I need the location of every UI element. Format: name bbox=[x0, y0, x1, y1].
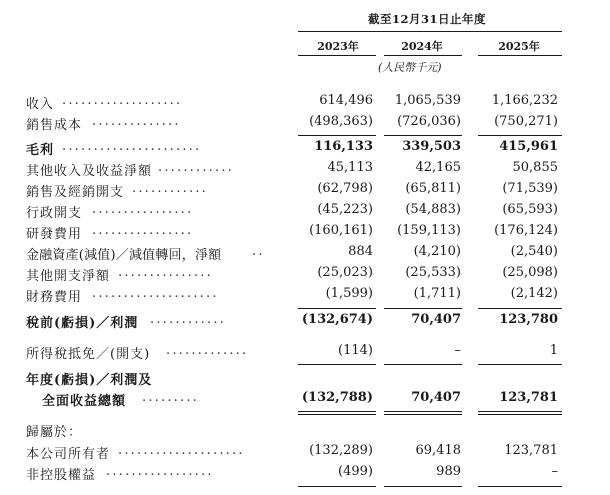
value-2024: 1,065,539 bbox=[394, 93, 461, 108]
row-label: 其他開支淨額 bbox=[26, 269, 111, 284]
row-label: 財務費用 bbox=[26, 290, 83, 305]
value-2023: (114) bbox=[338, 343, 373, 358]
table-row bbox=[0, 244, 610, 265]
value-2023: (45,223) bbox=[317, 202, 373, 217]
leader-dots: ............. bbox=[166, 343, 249, 358]
value-2024: 70,407 bbox=[411, 390, 461, 405]
table-row bbox=[0, 202, 610, 223]
leader-dots: .................... bbox=[118, 443, 245, 458]
leader-dots: ............... bbox=[118, 265, 213, 280]
total-rule bbox=[384, 411, 462, 412]
row-label: 銷售及經銷開支 bbox=[26, 185, 125, 200]
value-2023: (1,599) bbox=[325, 286, 373, 301]
value-2023: 45,113 bbox=[327, 160, 373, 175]
year-2024-header: 2024年 bbox=[401, 40, 443, 53]
value-2024: 69,418 bbox=[415, 443, 461, 458]
value-2023: (160,161) bbox=[309, 223, 373, 238]
table-row bbox=[0, 369, 610, 390]
value-2024: 42,165 bbox=[415, 160, 461, 175]
total-rule bbox=[298, 414, 376, 415]
year-2025-header: 2025年 bbox=[498, 40, 540, 53]
value-2023: 116,133 bbox=[314, 139, 373, 154]
value-2023: (132,289) bbox=[309, 443, 373, 458]
value-2025: 123,781 bbox=[504, 443, 558, 458]
subtotal-rule bbox=[478, 486, 562, 487]
value-2025: (750,271) bbox=[494, 114, 558, 129]
value-2025: 123,780 bbox=[499, 312, 558, 327]
year-2024-rule bbox=[384, 55, 462, 56]
value-2025: (2,142) bbox=[510, 286, 558, 301]
leader-dots: .................... bbox=[92, 286, 219, 301]
row-label: 行政開支 bbox=[26, 206, 83, 221]
leader-dots: ............ bbox=[132, 181, 208, 196]
table-row bbox=[0, 464, 610, 485]
row-label: 所得稅抵免／(開支) bbox=[26, 347, 151, 362]
leader-dots: .............. bbox=[92, 114, 181, 129]
leader-dots: ............ bbox=[158, 160, 234, 175]
value-2024: (54,883) bbox=[405, 202, 461, 217]
row-label: 其他收入及收益淨額 bbox=[26, 164, 153, 179]
leader-dots: ...................... bbox=[62, 139, 202, 154]
value-2024: 339,503 bbox=[402, 139, 461, 154]
value-2025: 123,781 bbox=[499, 390, 558, 405]
subtotal-rule bbox=[384, 135, 462, 136]
leader-dots: .. bbox=[252, 244, 265, 259]
leader-dots: ......... bbox=[142, 390, 199, 405]
value-2025: 415,961 bbox=[499, 139, 558, 154]
row-label: 年度(虧損)／利潤及 bbox=[26, 373, 153, 388]
subtotal-rule bbox=[384, 486, 462, 487]
unit-label: (人民幣千元) bbox=[378, 61, 442, 74]
period-header-rule bbox=[298, 31, 562, 32]
value-2023: 884 bbox=[348, 244, 373, 259]
table-row bbox=[0, 343, 610, 364]
row-label: 銷售成本 bbox=[26, 118, 83, 133]
value-2024: (159,113) bbox=[397, 223, 461, 238]
row-label: 本公司所有者 bbox=[26, 447, 111, 462]
total-rule bbox=[384, 414, 462, 415]
value-2023: (132,674) bbox=[301, 312, 373, 327]
value-2023: (25,023) bbox=[317, 265, 373, 280]
row-label: 毛利 bbox=[26, 143, 55, 158]
value-2025: (25,098) bbox=[502, 265, 558, 280]
table-row bbox=[0, 265, 610, 286]
value-2025: 50,855 bbox=[512, 160, 558, 175]
value-2024: 989 bbox=[436, 464, 461, 479]
table-row bbox=[0, 443, 610, 464]
value-2025: (65,593) bbox=[502, 202, 558, 217]
table-row bbox=[0, 93, 610, 114]
value-2023: (499) bbox=[338, 464, 373, 479]
table-row bbox=[0, 223, 610, 244]
value-2024: (4,210) bbox=[413, 244, 461, 259]
value-2024: – bbox=[454, 343, 461, 358]
value-2023: (498,363) bbox=[309, 114, 373, 129]
leader-dots: ................ bbox=[92, 202, 194, 217]
total-rule bbox=[478, 411, 562, 412]
value-2024: (25,533) bbox=[405, 265, 461, 280]
subtotal-rule bbox=[298, 135, 376, 136]
subtotal-rule bbox=[298, 308, 376, 309]
value-2025: – bbox=[551, 464, 558, 479]
value-2023: (132,788) bbox=[301, 390, 373, 405]
table-row bbox=[0, 390, 610, 411]
value-2023: 614,496 bbox=[319, 93, 373, 108]
table-row bbox=[0, 421, 610, 442]
year-2023-rule bbox=[298, 55, 376, 56]
value-2025: (2,540) bbox=[510, 244, 558, 259]
subtotal-rule bbox=[478, 364, 562, 365]
row-label: 全面收益總額 bbox=[42, 394, 127, 409]
row-label: 非控股權益 bbox=[26, 468, 97, 483]
leader-dots: ................. bbox=[106, 464, 214, 479]
value-2024: 70,407 bbox=[411, 312, 461, 327]
table-row bbox=[0, 312, 610, 333]
total-rule bbox=[298, 411, 376, 412]
subtotal-rule bbox=[478, 135, 562, 136]
table-row bbox=[0, 181, 610, 202]
subtotal-rule bbox=[298, 364, 376, 365]
leader-dots: ............ bbox=[150, 312, 226, 327]
year-2025-rule bbox=[478, 55, 562, 56]
value-2023: (62,798) bbox=[317, 181, 373, 196]
table-row bbox=[0, 139, 610, 160]
value-2025: 1,166,232 bbox=[491, 93, 558, 108]
value-2024: (1,711) bbox=[413, 286, 461, 301]
table-row bbox=[0, 160, 610, 181]
row-label: 研發費用 bbox=[26, 227, 83, 242]
period-header: 截至12月31日止年度 bbox=[368, 12, 487, 26]
leader-dots: ................ bbox=[92, 223, 194, 238]
value-2025: (176,124) bbox=[494, 223, 558, 238]
row-label: 收入 bbox=[26, 97, 55, 112]
value-2025: 1 bbox=[549, 343, 558, 358]
table-row bbox=[0, 286, 610, 307]
row-label: 歸屬於： bbox=[26, 425, 83, 440]
value-2024: (65,811) bbox=[405, 181, 461, 196]
row-label: 稅前(虧損)／利潤 bbox=[26, 316, 139, 331]
subtotal-rule bbox=[384, 308, 462, 309]
value-2025: (71,539) bbox=[502, 181, 558, 196]
year-2023-header: 2023年 bbox=[317, 40, 359, 53]
table-row bbox=[0, 114, 610, 135]
row-label: 金融資產(減值)／減值轉回，淨額 bbox=[26, 248, 222, 263]
subtotal-rule bbox=[298, 486, 376, 487]
value-2024: (726,036) bbox=[397, 114, 461, 129]
subtotal-rule bbox=[478, 308, 562, 309]
total-rule bbox=[478, 414, 562, 415]
subtotal-rule bbox=[384, 364, 462, 365]
leader-dots: ................... bbox=[62, 93, 183, 108]
